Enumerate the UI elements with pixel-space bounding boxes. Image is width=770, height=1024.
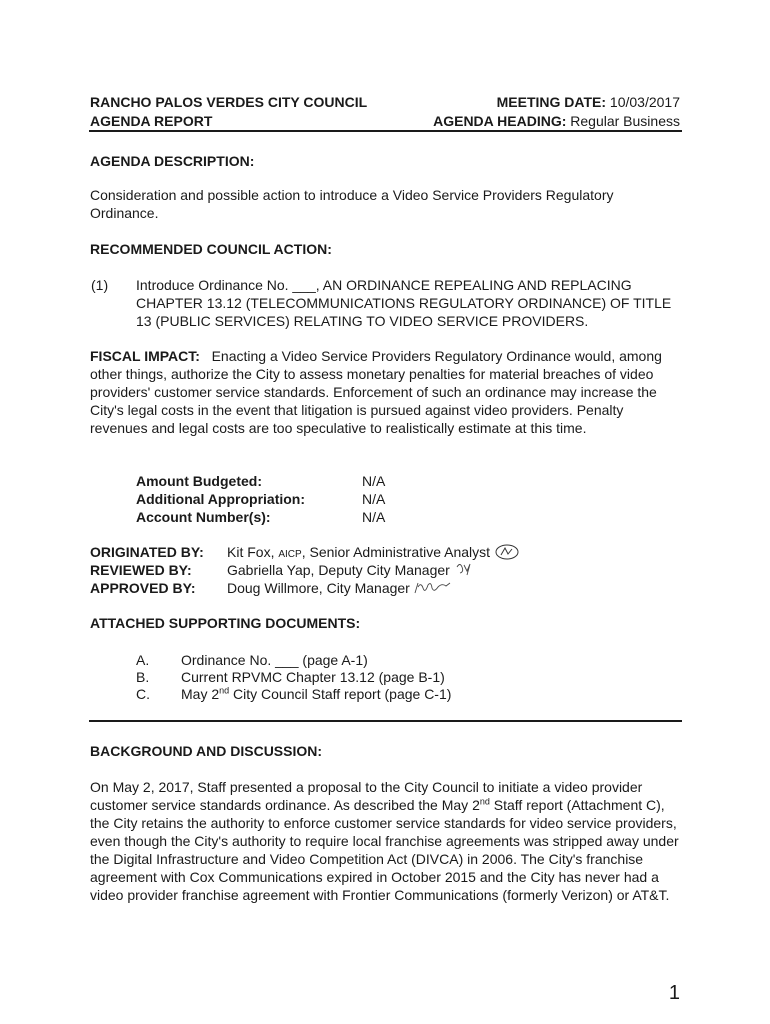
meeting-date [380,93,680,111]
agenda-description-title: AGENDA DESCRIPTION: [90,153,255,169]
attachment-text: May 2nd City Council Staff report (page C-1) [181,685,452,702]
header-rule [89,130,682,132]
budget-label: Additional Appropriation: [136,491,306,507]
budget-label: Account Number(s): [136,509,271,525]
budget-row [136,508,386,526]
fiscal-impact-label: FISCAL IMPACT: [90,348,200,364]
budget-label: Amount Budgeted: [136,473,262,489]
originated-label: ORIGINATED BY: [90,544,204,560]
meeting-date-value: 10/03/2017 [609,94,680,110]
initials-signature [454,562,472,578]
approved-label: APPROVED BY: [90,580,196,596]
report-type: AGENDA REPORT [90,113,213,129]
attachment-item [136,668,636,685]
attachment-text: Ordinance No. ___ (page A-1) [181,652,368,668]
attachment-letter: A. [136,652,150,668]
attachment-item [136,651,636,668]
attachment-letter: B. [136,669,150,685]
budget-value: N/A [362,509,386,525]
initials-signature [414,580,454,596]
attachment-item [136,685,636,702]
budget-row [136,490,386,508]
reviewed-value: Gabriella Yap, Deputy City Manager [227,562,450,578]
originated-credential: AICP [278,549,302,560]
budget-table [136,472,386,526]
agenda-heading [380,112,680,130]
originated-title: , Senior Administrative Analyst [301,544,491,560]
recommended-action-text: Introduce Ordinance No. ___, AN ORDINANCE REPEALING AND REPLACING CHAPTER 13.12 (TELECOMMUNICATIONS REGULATORY ORDINANCE) OF TITLE 13 (PUBLIC SERVICES) RELATING TO VIDEO SERVICE PROVIDERS. [136,277,672,329]
attachment-text: Current RPVMC Chapter 13.12 (page B-1) [181,669,445,685]
org-name: RANCHO PALOS VERDES CITY COUNCIL [90,94,368,110]
fiscal-impact-text: Enacting a Video Service Providers Regulatory Ordinance would, among other things, authorize the City to assess monetary penalties for material breaches of video providers' customer service standards. Enforcement of such an ordinance may increase the City's legal costs in the event that litigation is pursued against video providers. Penalty revenues and legal costs are too speculative to realistically estimate at this time. [90,348,662,436]
recommended-action-number: (1) [91,277,109,293]
staff-block [90,543,690,597]
recommended-action-title: RECOMMENDED COUNCIL ACTION: [90,241,332,257]
budget-value: N/A [362,473,386,489]
budget-value: N/A [362,491,386,507]
initials-signature [490,546,520,560]
agenda-heading-label: AGENDA HEADING: [433,113,567,129]
originated-name: Kit Fox, [227,544,275,560]
reviewed-row [90,561,690,579]
agenda-heading-value: Regular Business [570,113,680,129]
background-title: BACKGROUND AND DISCUSSION: [90,743,323,759]
reviewed-label: REVIEWED BY: [90,562,192,578]
attachments-list [136,651,636,702]
background-text: On May 2, 2017, Staff presented a proposal to the City Council to initiate a video provider customer service standards ordinance. As described the May 2nd Staff report (Attachment C), the City retains the authority to enforce customer service standards for video service providers, even though the City's authority to require local franchise agreements was stripped away under the Digital Infrastructure and Video Competition Act (DIVCA) in 2006. The City's franchise agreement with Cox Communications expired in October 2015 and the City has never had a video provider franchise agreement with Frontier Communications (formerly Verizon) or AT&T. [90,779,679,903]
meeting-date-label: MEETING DATE: [496,94,607,110]
agenda-description-text: Consideration and possible action to introduce a Video Service Providers Regulatory Ordinance. [90,187,614,221]
attachments-title: ATTACHED SUPPORTING DOCUMENTS: [90,615,361,631]
page-number: 1 [668,982,680,1004]
section-rule [89,720,682,722]
originated-row [90,543,690,561]
budget-row [136,472,386,490]
approved-value: Doug Willmore, City Manager [227,580,410,596]
fiscal-impact [90,347,680,437]
attachment-letter: C. [136,686,150,702]
approved-row [90,579,690,597]
